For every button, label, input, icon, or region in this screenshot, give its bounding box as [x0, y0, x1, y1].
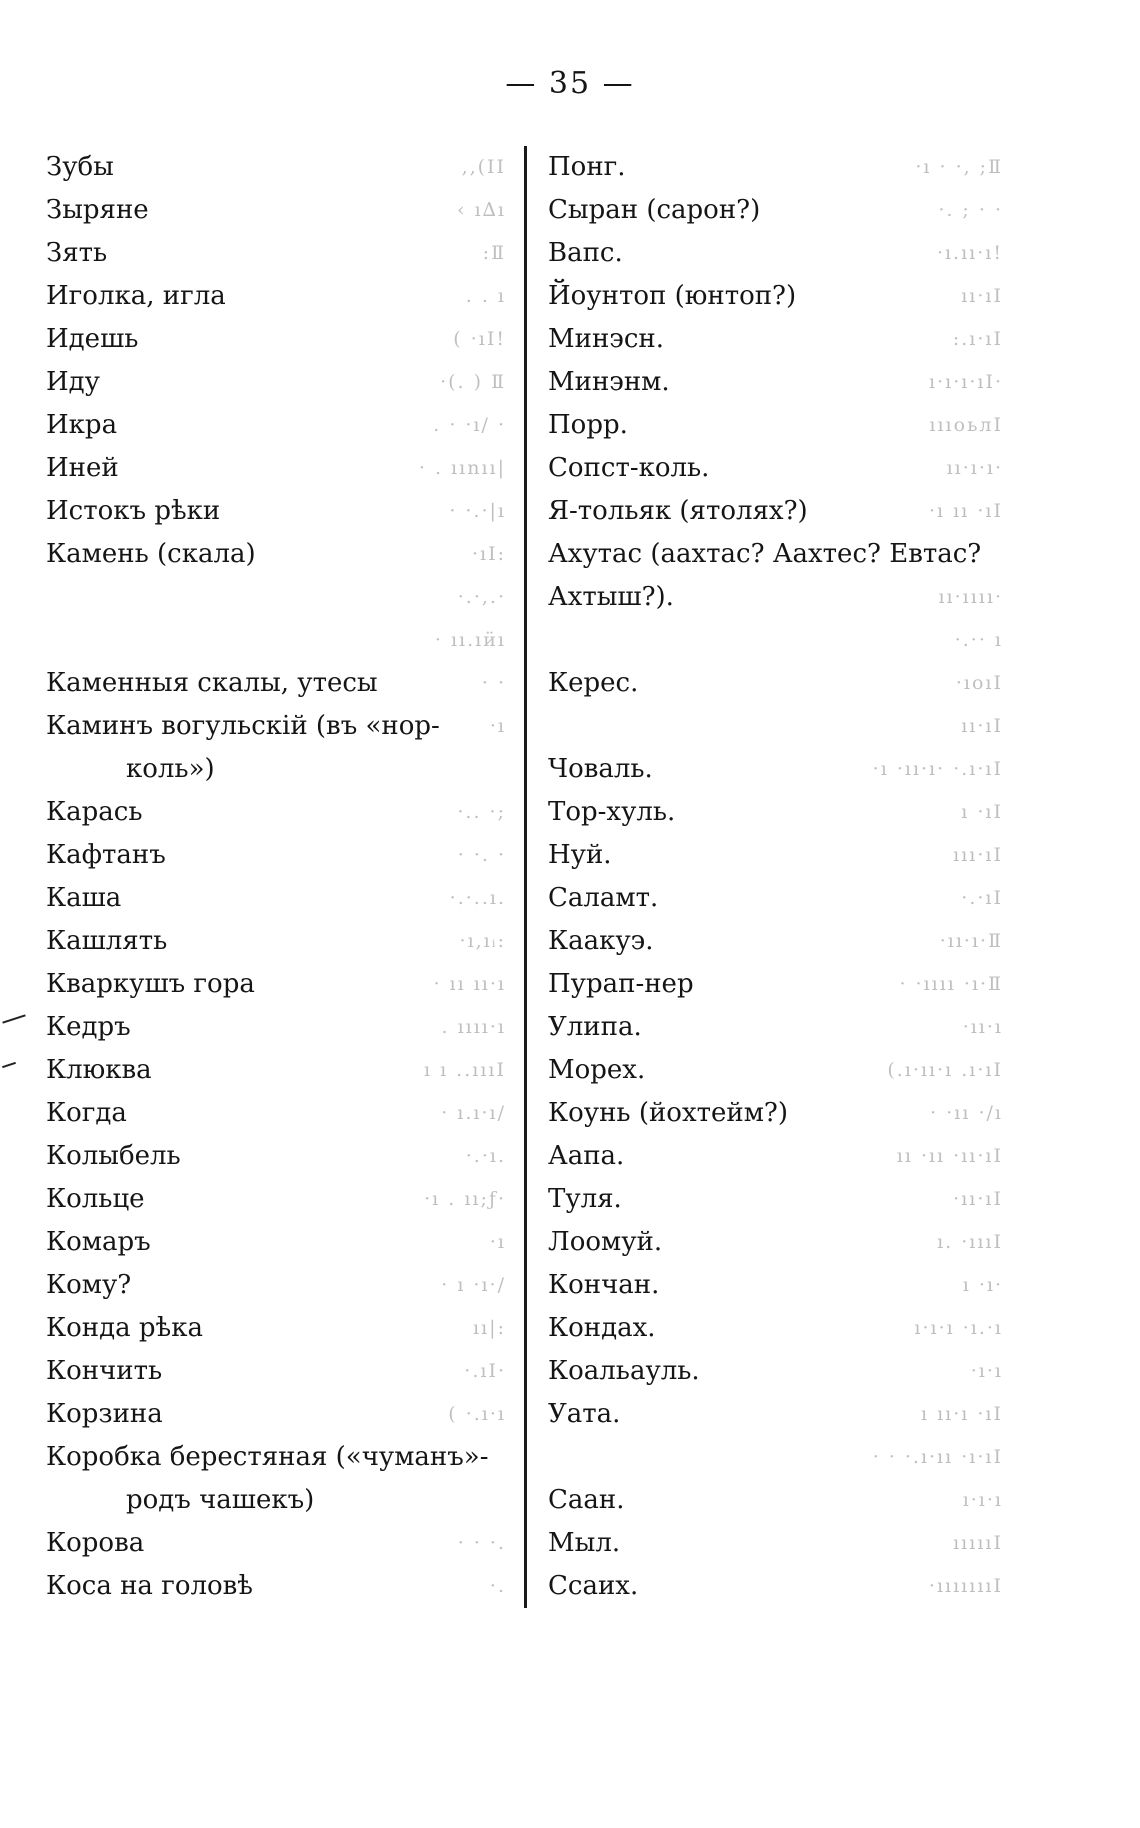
faded-text: ·ı.ıı·ı!: [936, 242, 1003, 264]
entry-text: Иней: [46, 453, 119, 483]
entry-row: [46, 576, 506, 619]
faded-text: ·ı: [489, 715, 506, 737]
faded-text: ıı·ıІ: [961, 715, 1003, 737]
faded-text: ı ıı·ı ·ıІ: [920, 1403, 1003, 1425]
faded-text: :Ⅱ: [482, 242, 506, 264]
entry-row: [548, 1006, 1003, 1049]
entry-continuation: родъ чашекъ): [126, 1485, 315, 1515]
entry-text: Коса на головѣ: [46, 1571, 253, 1601]
faded-text: ıı·ıІ: [961, 285, 1003, 307]
faded-text: · ıı.ıӥı: [434, 629, 506, 651]
faded-text: ·.·· ı: [954, 629, 1003, 651]
entry-text: Кашлять: [46, 926, 168, 956]
entry-text: Идешь: [46, 324, 139, 354]
entry-text: Кваркушъ гора: [46, 969, 255, 999]
entry-text: Коунь (йохтейм?): [548, 1098, 789, 1128]
entry-text: Улипа.: [548, 1012, 642, 1042]
entry-text: Камень (скала): [46, 539, 256, 569]
entry-text: Коальауль.: [548, 1356, 700, 1386]
entry-row: [548, 1092, 1003, 1135]
entry-row: [46, 1565, 506, 1608]
entry-row: [46, 1350, 506, 1393]
entry-row: [46, 963, 506, 1006]
faded-text: · · ·.: [457, 1532, 506, 1554]
entry-row: [46, 662, 506, 705]
faded-text: ·.. ·;: [457, 801, 506, 823]
faded-text: . ıııı·ı: [441, 1016, 506, 1038]
entry-text: Кончить: [46, 1356, 163, 1386]
faded-text: ·.·ı.: [465, 1145, 506, 1167]
faded-text: ·ıı·ı·Ⅱ: [939, 930, 1003, 952]
entry-text: Сопст-коль.: [548, 453, 710, 483]
faded-text: ı ı ..ıııІ: [423, 1059, 506, 1081]
entry-text: Иду: [46, 367, 100, 397]
entry-text: Ахутас (аахтас? Аахтес? Евтас?: [548, 539, 982, 569]
faded-text: ‹ ı∆ı: [456, 199, 506, 221]
entry-text: Ссаих.: [548, 1571, 639, 1601]
faded-text: ıı·ı·ı·: [946, 457, 1003, 479]
faded-text: · ·ıı ·/ı: [930, 1102, 1003, 1124]
faded-text: · ·. ·: [457, 844, 506, 866]
entry-row: [46, 1135, 506, 1178]
entry-row: [46, 447, 506, 490]
faded-text: ·ıоıІ: [955, 672, 1003, 694]
entry-text: Кедръ: [46, 1012, 131, 1042]
faded-text: ı. ·ıııІ: [937, 1231, 1003, 1253]
entry-row: [548, 1178, 1003, 1221]
entry-row: [548, 1565, 1003, 1608]
entry-row: [548, 1479, 1003, 1522]
entry-row: [548, 576, 1003, 619]
entry-row: [46, 1393, 506, 1436]
entry-text: Йоунтоп (юнтоп?): [548, 281, 797, 311]
faded-text: · ı.ı·ı/: [441, 1102, 506, 1124]
faded-text: ııı·ıІ: [953, 844, 1003, 866]
faded-text: · ·.·|ı: [449, 500, 506, 522]
entry-row: [46, 1264, 506, 1307]
entry-row: [46, 619, 506, 662]
entry-text: Сыран (сарон?): [548, 195, 761, 225]
entry-row: [548, 1307, 1003, 1350]
entry-row: [548, 791, 1003, 834]
entry-text: Уата.: [548, 1399, 621, 1429]
entry-text: Каакуэ.: [548, 926, 654, 956]
entry-text: Комаръ: [46, 1227, 151, 1257]
entry-row: [46, 275, 506, 318]
faded-text: ı ·ıІ: [961, 801, 1003, 823]
faded-text: · ıı ıı·ı: [433, 973, 506, 995]
entry-row: [46, 1307, 506, 1350]
entry-text: Лоомуй.: [548, 1227, 663, 1257]
entry-row: [46, 533, 506, 576]
margin-mark: [2, 1014, 25, 1023]
entry-row: [548, 834, 1003, 877]
column-divider: [524, 146, 527, 1608]
entry-text: Зять: [46, 238, 108, 268]
entry-text: Кончан.: [548, 1270, 660, 1300]
entry-row: [46, 490, 506, 533]
entry-row: [46, 1092, 506, 1135]
entry-text: Каша: [46, 883, 122, 913]
entry-row: [46, 1436, 506, 1522]
page-number: — 35 —: [505, 66, 635, 101]
entry-text: Колыбель: [46, 1141, 181, 1171]
entry-text: Минэнм.: [548, 367, 670, 397]
entry-text: Я-тольяк (ятолях?): [548, 496, 808, 526]
entry-text: Понг.: [548, 152, 626, 182]
entry-text: Човаль.: [548, 754, 653, 784]
entry-text: Тор-хуль.: [548, 797, 676, 827]
faded-text: ·ı,ıᵢ:: [459, 930, 506, 952]
entry-text: Ахтыш?).: [548, 582, 674, 612]
faded-text: ·ı . ıı;ƒ·: [424, 1188, 506, 1210]
entry-row: [548, 361, 1003, 404]
faded-text: ıı·ıııı·: [938, 586, 1003, 608]
faded-text: · ·: [481, 672, 506, 694]
faded-text: ·.: [489, 1575, 506, 1597]
faded-text: :.ı·ıІ: [952, 328, 1003, 350]
entry-text: Конда рѣка: [46, 1313, 203, 1343]
entry-text: Иголка, игла: [46, 281, 226, 311]
entry-text: Саламт.: [548, 883, 659, 913]
entry-row: [46, 232, 506, 275]
faded-text: ıııııІ: [953, 1532, 1003, 1554]
entry-text: Каменныя скалы, утесы: [46, 668, 378, 698]
faded-text: ·ı: [489, 1231, 506, 1253]
faded-text: · . ıınıı|: [418, 457, 506, 479]
entry-text: Корзина: [46, 1399, 163, 1429]
entry-continuation: коль»): [126, 754, 215, 784]
entry-text: Коробка берестяная («чуманъ»-: [46, 1442, 489, 1472]
faded-text: ·.·,.·: [457, 586, 506, 608]
entry-row: [548, 1264, 1003, 1307]
entry-text: Вапс.: [548, 238, 623, 268]
faded-text: ·.·ıІ: [961, 887, 1003, 909]
faded-text: · ·ıııı ·ı·Ⅱ: [899, 973, 1003, 995]
faded-text: ·ıııııııІ: [928, 1575, 1003, 1597]
faded-text: ( ·ıІ!: [453, 328, 506, 350]
entry-row: [548, 662, 1003, 705]
entry-text: Мыл.: [548, 1528, 621, 1558]
entry-text: Туля.: [548, 1184, 622, 1214]
entry-row: [548, 232, 1003, 275]
entry-row: [548, 1221, 1003, 1264]
right-column: [548, 146, 1003, 1608]
entry-row: [548, 490, 1003, 533]
entry-text: Аапа.: [548, 1141, 625, 1171]
faded-text: ı·ı·ı ·ı.·ı: [914, 1317, 1003, 1339]
entry-row: [548, 705, 1003, 748]
entry-text: Карась: [46, 797, 143, 827]
entry-row: [46, 189, 506, 232]
entry-text: Кондах.: [548, 1313, 656, 1343]
entry-row: [46, 146, 506, 189]
entry-text: Кому?: [46, 1270, 132, 1300]
faded-text: . . ı: [465, 285, 506, 307]
entry-text: Керес.: [548, 668, 639, 698]
entry-text: Пурап-нер: [548, 969, 694, 999]
faded-text: ·(. ) Ⅱ: [440, 371, 506, 393]
entry-row: [548, 877, 1003, 920]
faded-text: ı ·ı·: [962, 1274, 1003, 1296]
entry-row: [548, 146, 1003, 189]
entry-row: [548, 447, 1003, 490]
entry-text: Кольце: [46, 1184, 145, 1214]
entry-row: [46, 318, 506, 361]
entry-row: [46, 877, 506, 920]
entry-row: [46, 361, 506, 404]
faded-text: ·ı ıı ·ıІ: [929, 500, 1003, 522]
faded-text: · · ·.ı·ıı ·ı·ıІ: [872, 1446, 1003, 1468]
entry-row: [548, 1436, 1003, 1479]
entry-text: Зыряне: [46, 195, 149, 225]
faded-text: · ı ·ı·/: [441, 1274, 506, 1296]
faded-text: ·.·..ı.: [449, 887, 506, 909]
entry-row: [46, 1221, 506, 1264]
faded-text: ·.ıІ·: [464, 1360, 506, 1382]
faded-text: ·ı · ·, ;Ⅱ: [915, 156, 1003, 178]
entry-row: [548, 920, 1003, 963]
faded-text: ·ı·ı: [970, 1360, 1003, 1382]
entry-text: Минэсн.: [548, 324, 664, 354]
entry-row: [548, 748, 1003, 791]
left-column: [46, 146, 506, 1608]
entry-row: [46, 1178, 506, 1221]
faded-text: ıı|:: [473, 1317, 506, 1339]
faded-text: ·ıı·ıІ: [953, 1188, 1003, 1210]
entry-text: Порр.: [548, 410, 628, 440]
entry-row: [548, 533, 1003, 576]
entry-text: Икра: [46, 410, 118, 440]
entry-text: Каминъ вогульскій (въ «нор-: [46, 711, 440, 741]
entry-row: [548, 404, 1003, 447]
margin-mark: [2, 1062, 16, 1068]
faded-text: ·ıı·ı: [962, 1016, 1003, 1038]
faded-text: (.ı·ıı·ı .ı·ıІ: [887, 1059, 1003, 1081]
entry-row: [46, 1522, 506, 1565]
entry-row: [548, 318, 1003, 361]
entry-text: Зубы: [46, 152, 114, 182]
entry-row: [548, 1522, 1003, 1565]
entry-row: [46, 920, 506, 963]
entry-row: [46, 404, 506, 447]
entry-row: [548, 619, 1003, 662]
faded-text: . · ·ı/ ·: [433, 414, 506, 436]
entry-text: Морех.: [548, 1055, 646, 1085]
entry-row: [548, 963, 1003, 1006]
entry-text: Нуй.: [548, 840, 612, 870]
faded-text: ıııоьлІ: [929, 414, 1003, 436]
entry-row: [46, 791, 506, 834]
entry-row: [548, 275, 1003, 318]
entry-text: Истокъ рѣки: [46, 496, 221, 526]
entry-row: [46, 1049, 506, 1092]
faded-text: ·ı ·ıı·ı· ·.ı·ıІ: [872, 758, 1003, 780]
faded-text: ı·ı·ı·ıІ·: [929, 371, 1003, 393]
entry-text: Клюква: [46, 1055, 152, 1085]
entry-row: [548, 1393, 1003, 1436]
entry-text: Когда: [46, 1098, 127, 1128]
entry-text: Кафтанъ: [46, 840, 166, 870]
faded-text: ‚‚(ІІ: [461, 156, 506, 178]
entry-row: [548, 1049, 1003, 1092]
faded-text: ıı ·ıı ·ıı·ıІ: [896, 1145, 1003, 1167]
entry-row: [548, 1135, 1003, 1178]
faded-text: ·. ; · ·: [938, 199, 1003, 221]
entry-row: [548, 189, 1003, 232]
entry-row: [548, 1350, 1003, 1393]
faded-text: ( ·.ı·ı: [448, 1403, 506, 1425]
entry-row: [46, 705, 506, 791]
entry-text: Саан.: [548, 1485, 625, 1515]
entry-row: [46, 1006, 506, 1049]
faded-text: ·ıІ:: [471, 543, 506, 565]
faded-text: ı·ı·ı: [962, 1489, 1003, 1511]
entry-text: Корова: [46, 1528, 145, 1558]
entry-row: [46, 834, 506, 877]
